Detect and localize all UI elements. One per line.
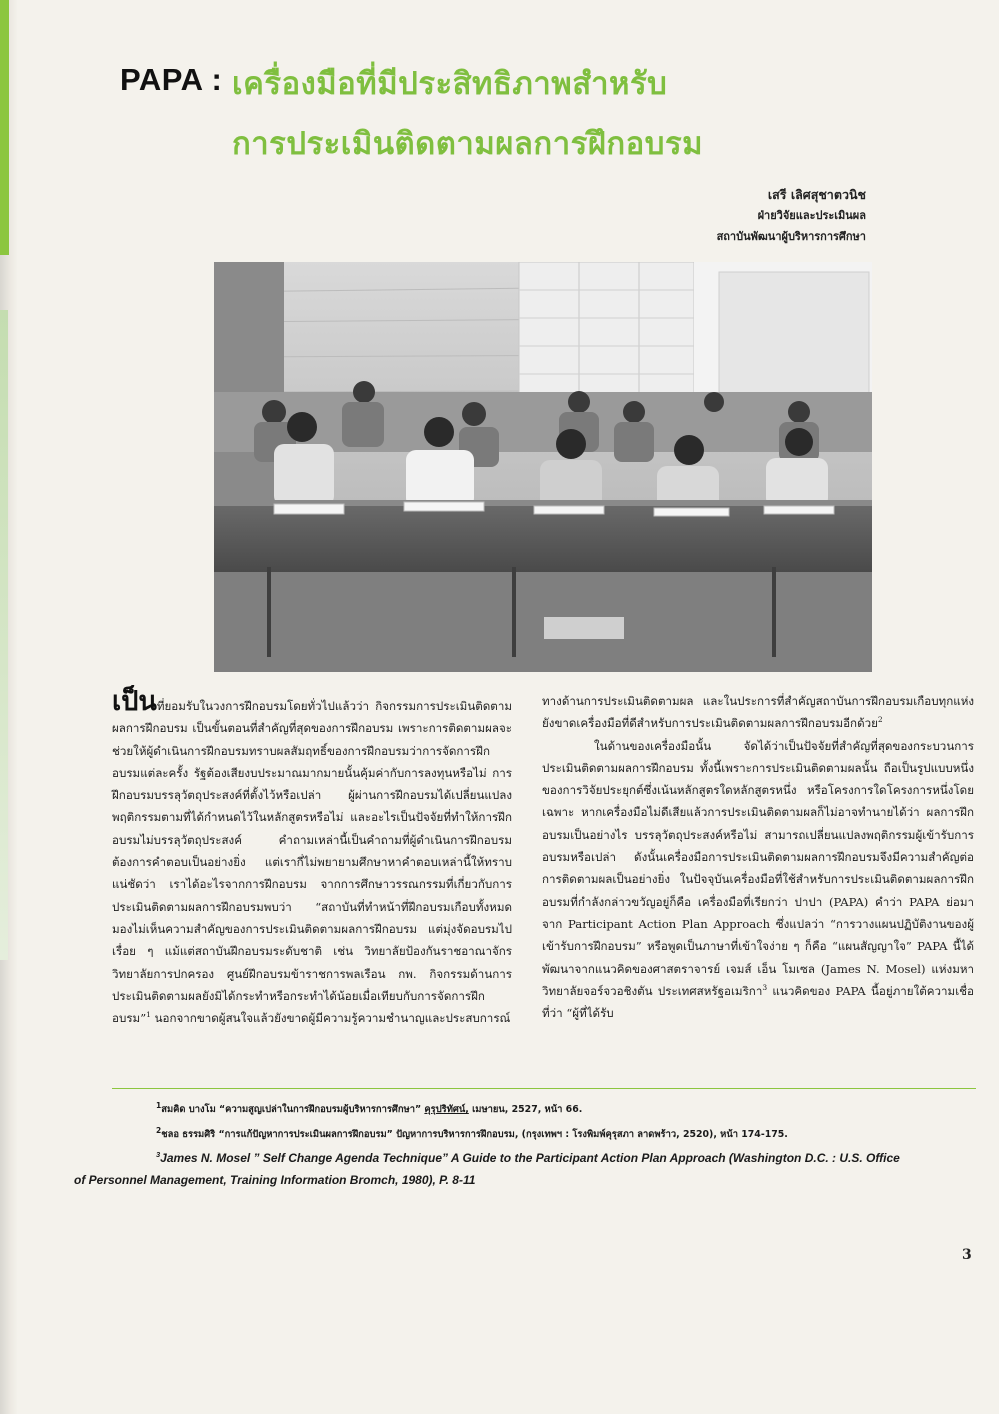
right-column-text-1: ทางด้านการประเมินติดตามผล และในประการที่สำคัญสถาบันการฝึกอบรมเกือบทุกแห่งยังขาดเครื่องมือที่ดีสำหรับการประเมินติดตามผลการฝึกอบรมอีกด้วย — [542, 694, 974, 731]
left-column-text: ที่ยอมรับในวงการฝึกอบรมโดยทั่วไปแล้วว่า กิจกรรมการประเมินติดตามผลการฝึกอบรม เป็นขั้นตอนที่สำคัญที่สุดของการฝึกอบรม เพราะการติดตามผลจะช่วยให้ผู้ดำเนินการฝึกอบรมทราบผลสัมฤทธิ์ของการฝึกอบรมว่าการจัดการฝึกอบรมแต่ละครั้ง รัฐต้องเสียงบประมาณมากมายนั้นคุ้มค่ากับการลงทุนหรือไม่ การฝึกอบรมบรรลุวัตถุประสงค์ที่ตั้งไว้หรือเปล่า ผู้ผ่านการฝึกอบรมได้เปลี่ยนแปลงพฤติกรรมตามที่ได้กำหนดไว้ในหลักสูตรหรือไม่ และอะไรเป็นปัจจัยที่ทำให้การฝึกอบรมไม่บรรลุวัตถุประสงค์ คำถามเหล่านี้เป็นคำถามที่ผู้ดำเนินการฝึกอบรมต้องการคำตอบเป็นอย่างยิ่ง แต่เรากี่ไม่พยายามศึกษาหาคำตอบเหล่านี้ให้ทราบแน่ชัดว่า เราได้อะไรจากการฝึกอบรม จากการศึกษาวรรณกรรมที่เกี่ยวกับการประเมินติดตามผลการฝึกอบรมพบว่า “สถาบันที่ทำหน้าที่ฝึกอบรมเกือบทั้งหมดมองไม่เห็นความสำคัญของการประเมินติดตามผลการฝึกอบรม แต่มุ่งจัดอบรมไปเรื่อย ๆ แม้แต่สถาบันฝึกอบรมระดับชาติ เช่น วิทยาลัยป้องกันราชอาณาจักรวิทยาลัยการปกครอง ศูนย์ฝึกอบรมข้าราชการพลเรือน กพ. กิจกรรมด้านการประเมินติดตามผลยังมิได้กระทำหรือกระทำได้น้อยเมื่อเทียบกับการจัดการฝึกอบรม” — [112, 699, 512, 1026]
body-column-left — [112, 686, 512, 1029]
dropcap: เป็น — [112, 686, 157, 717]
author-name: เสรี เลิศสุชาตวนิช — [767, 187, 866, 202]
footnote-divider — [112, 1088, 976, 1089]
article-title-line-2: การประเมินติดตามผลการฝึกอบรม — [232, 126, 704, 162]
author-institution: สถาบันพัฒนาผู้บริหารการศึกษา — [716, 230, 866, 243]
footnote-1-source: คุรุปริทัศน์, — [424, 1104, 469, 1115]
body-paragraph-1 — [112, 686, 512, 1029]
green-edge-tint — [0, 310, 8, 960]
training-room-photo — [214, 262, 872, 672]
footnote-ref-3[interactable]: 3 — [762, 983, 768, 992]
author-block — [717, 184, 866, 247]
body-paragraph-2 — [542, 690, 974, 735]
footnote-ref-2[interactable]: 2 — [877, 715, 883, 725]
footnote-3-continued: of Personnel Management, Training Information Bromch, 1980), P. 8-11 — [74, 1173, 476, 1187]
footnote-2: $^2$ชลอ ธรรมศิริ “การแก้ปัญหาการประเมินผลการฝึกอบรม” ปัญหาการบริหารการฝึกอบรม, (กรุงเทพฯ : โรงพิมพ์คุรุสภา ลาดพร้าว, 2520), หน้า 174-175. — [156, 1125, 788, 1140]
body-paragraph-3 — [542, 735, 974, 1025]
page-number: 3 — [962, 1247, 972, 1263]
body-column-right — [542, 690, 974, 1024]
left-column-tail: นอกจากขาดผู้สนใจแล้วยังขาดผู้มีความรู้ความชำนาญและประสบการณ์ — [150, 1011, 511, 1026]
right-column-text-2: ในด้านของเครื่องมือนั้น จัดได้ว่าเป็นปัจจัยที่สำคัญที่สุดของกระบวนการประเมินติดตามผลการฝึกอบรม ทั้งนี้เพราะการประเมินติดตามผลนั้น ถือเป็นรูปแบบหนึ่งของการวิจัยประยุกต์ซึ่งเน้นหลักสูตรใดหลักสูตรหนึ่ง หรือโครงการใดโครงการหนึ่งโดยเฉพาะ หากเครื่องมือไม่ดีเสียแล้วการประเมินติดตามผลก็ไม่อาจทำนายได้ว่า ผลการฝึกอบรมเป็นอย่างไร บรรลุวัตถุประสงค์หรือไม่ สามารถเปลี่ยนแปลงพฤติกรรมผู้เข้ารับการอบรมหรือเปล่า ดังนั้นเครื่องมือการประเมินติดตามผลการฝึกอบรมจึงมีความสำคัญต่อการติดตามผลเป็นอย่างยิ่ง ในปัจจุบันเครื่องมือที่ใช้สำหรับการประเมินติดตามผลการฝึกอบรมที่กำลังกล่าวขวัญอยู่ก็คือ เครื่องมือที่เรียกว่า ปาปา (PAPA) คำว่า PAPA ย่อมาจาก Participant Action Plan Approach ซึ่งแปลว่า “การวางแผนปฏิบัติงานของผู้เข้ารับการฝึกอบรม” หรือพูดเป็นภาษาที่เข้าใจง่าย ๆ ก็คือ “แผนสัญญาใจ” PAPA นี้ได้พัฒนาจากแนวคิดของศาสตราจารย์ เจมส์ เอ็น โมเซล (James N. Mosel) แห่งมหาวิทยาลัยจอร์จวอชิงตัน ประเทศสหรัฐอเมริกา — [542, 738, 974, 998]
footnote-1: $^1$สมคิด บางโม “ความสูญเปล่าในการฝึกอบรมผู้บริหารการศึกษา” คุรุปริทัศน์, เมษายน, 2527, หน้า 66. — [156, 1100, 583, 1115]
right-column-tail: แนวคิดของ PAPA นี้อยู่ภายใต้ความเชื่อที่ว่า “ผู้ที่ได้รับ — [542, 983, 974, 1021]
photo-illustration — [214, 262, 872, 672]
author-department: ฝ่ายวิจัยและประเมินผล — [757, 209, 866, 222]
green-edge-tab — [0, 0, 9, 255]
title-prefix: PAPA : — [120, 62, 223, 97]
article-title-line-1: เครื่องมือที่มีประสิทธิภาพสำหรับ — [232, 66, 668, 102]
footnote-ref-1[interactable]: 1 — [146, 1010, 151, 1020]
footnotes — [74, 1097, 974, 1191]
footnote-3: $^3$James N. Mosel ” Self Change Agenda Technique” A Guide to the Participant Action Plan Approach (Washington D.C. : U.S. Office — [156, 1150, 900, 1165]
